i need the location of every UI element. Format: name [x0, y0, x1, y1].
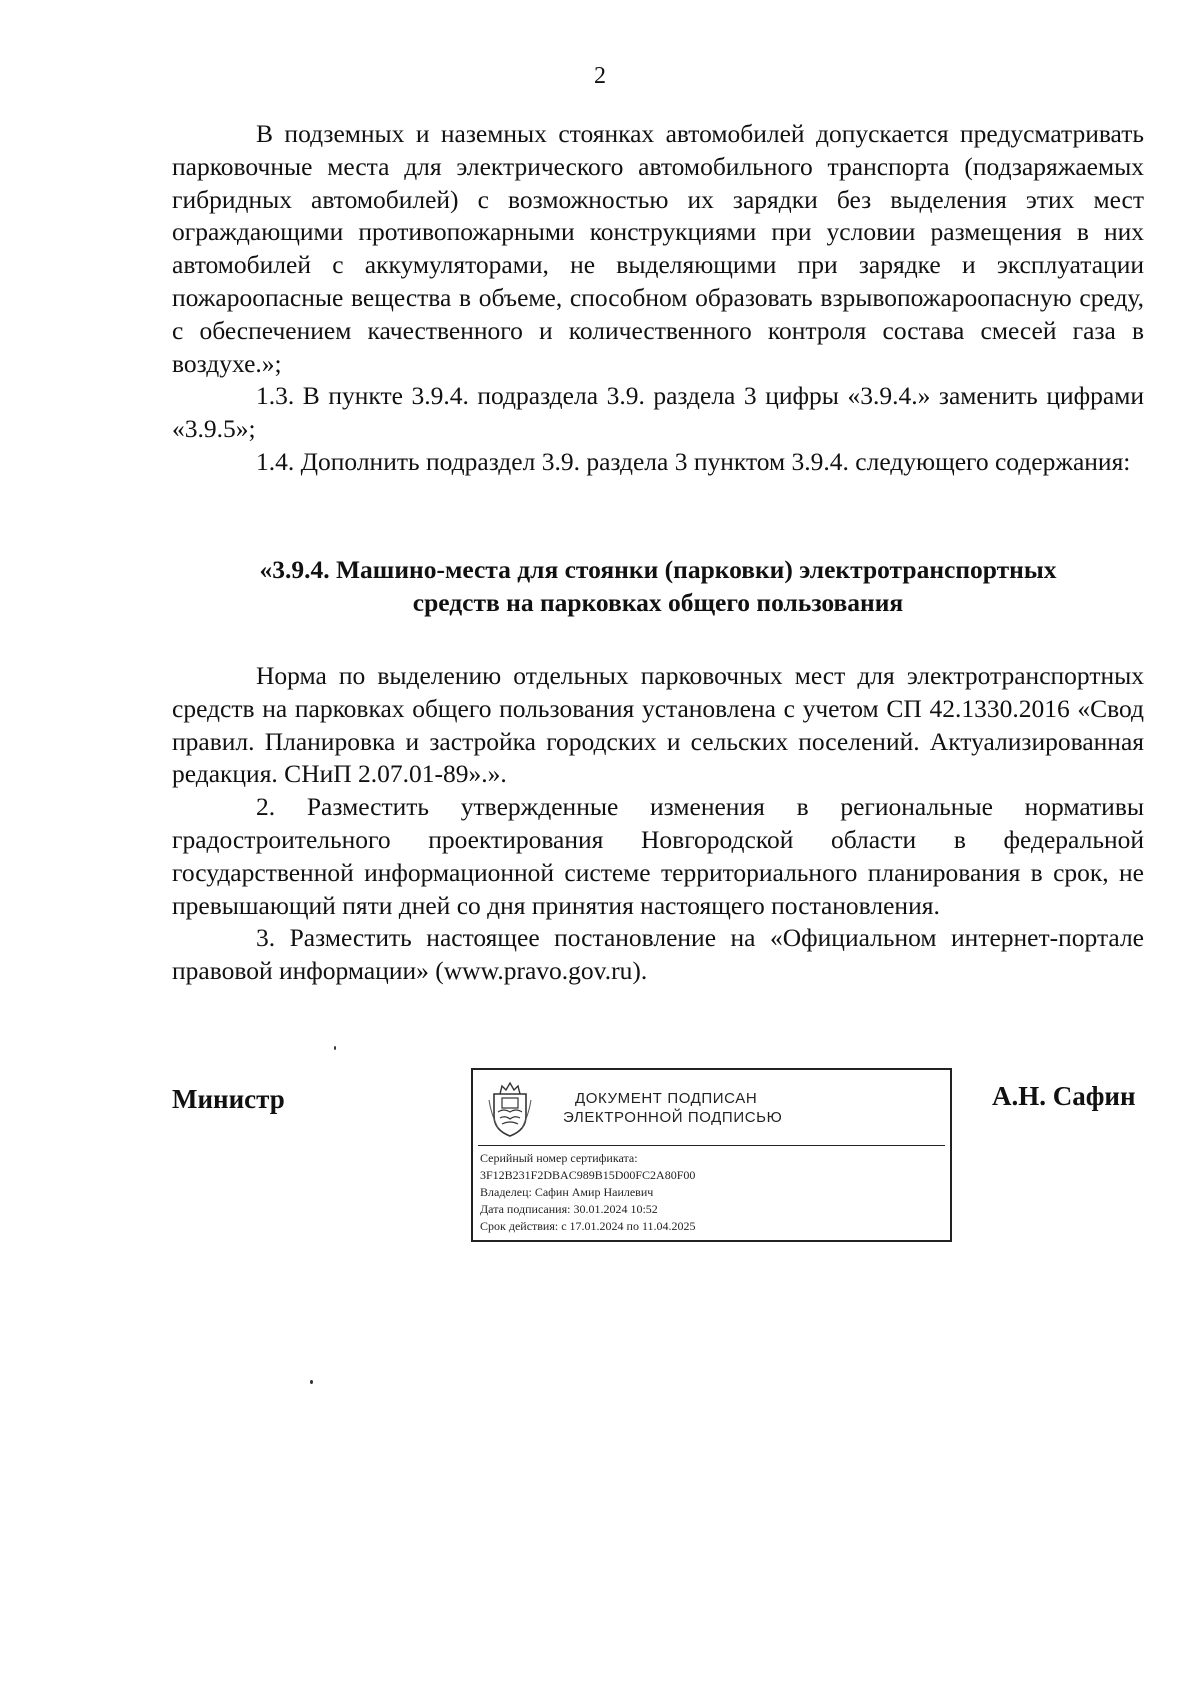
section-heading-line: «3.9.4. Машино-места для стоянки (парковки) электротранспортных [259, 555, 1057, 584]
stamp-heading [563, 1089, 782, 1127]
section-heading [172, 553, 1144, 619]
paragraph-item-2: 2. Разместить утвержденные изменения в региональные нормативы градостроительного проектирования Новгородской области в федеральной государственной информационной системе территориального планирования в срок, не превышающий пяти дней со дня принятия настоящего постановления. [172, 792, 1144, 920]
paragraph-item-3: 3. Разместить настоящее постановление на «Официальном интернет-портале правовой информации» (www.pravo.gov.ru). [172, 923, 1144, 986]
scan-speck [310, 1380, 313, 1384]
stamp-owner: Владелец: Сафин Амир Наилевич [480, 1185, 654, 1199]
stamp-signed-date: Дата подписания: 30.01.2024 10:52 [480, 1202, 658, 1216]
cert-number: 3F12B231F2DBAC989B15D00FC2A80F00 [480, 1168, 696, 1182]
body-text-bottom [172, 660, 1144, 988]
stamp-header [478, 1075, 945, 1146]
stamp-validity: Срок действия: с 17.01.2024 по 11.04.2025 [480, 1219, 696, 1233]
body-text-top [172, 118, 1144, 479]
novgorod-coat-of-arms-icon [488, 1080, 532, 1138]
signatory-title: Министр [172, 1084, 285, 1114]
stamp-heading-line: ДОКУМЕНТ ПОДПИСАН [575, 1090, 758, 1107]
scan-speck [334, 1046, 336, 1050]
signatory-name: А.Н. Сафин [992, 1081, 1136, 1111]
paragraph-item-1-3: 1.3. В пункте 3.9.4. подраздела 3.9. раздела 3 цифры «3.9.4.» заменить цифрами «3.9.5»; [172, 381, 1144, 444]
stamp-details [480, 1150, 940, 1235]
paragraph-norm: Норма по выделению отдельных парковочных мест для электротранспортных средств на парковках общего пользования установлена с учетом СП 42.1330.2016 «Свод правил. Планировка и застройка городских и сельских поселений. Актуализированная редакция. СНиП 2.07.01-89».». [172, 661, 1144, 789]
section-heading-line: средств на парковках общего пользования [412, 588, 904, 617]
cert-label: Серийный номер сертификата: [480, 1151, 638, 1165]
electronic-signature-stamp [471, 1068, 952, 1242]
paragraph-item-1-4: 1.4. Дополнить подраздел 3.9. раздела 3 пунктом 3.9.4. следующего содержания: [256, 446, 1131, 476]
page-number: 2 [594, 63, 606, 89]
stamp-heading-line: ЭЛЕКТРОННОЙ ПОДПИСЬЮ [563, 1109, 783, 1126]
paragraph-parking-charging: В подземных и наземных стоянках автомобилей допускается предусматривать парковочные места для электрического автомобильного транспорта (подзаряжаемых гибридных автомобилей) с возможностью их зарядки без выделения этих мест ограждающими противопожарными конструкциями при условии размещения в них автомобилей с аккумуляторами, не выделяющими при зарядке и эксплуатации пожароопасные вещества в объеме, способном образовать взрывопожароопасную среду, с обеспечением качественного и количественного контроля состава смесей газа в воздухе.»; [172, 119, 1144, 378]
